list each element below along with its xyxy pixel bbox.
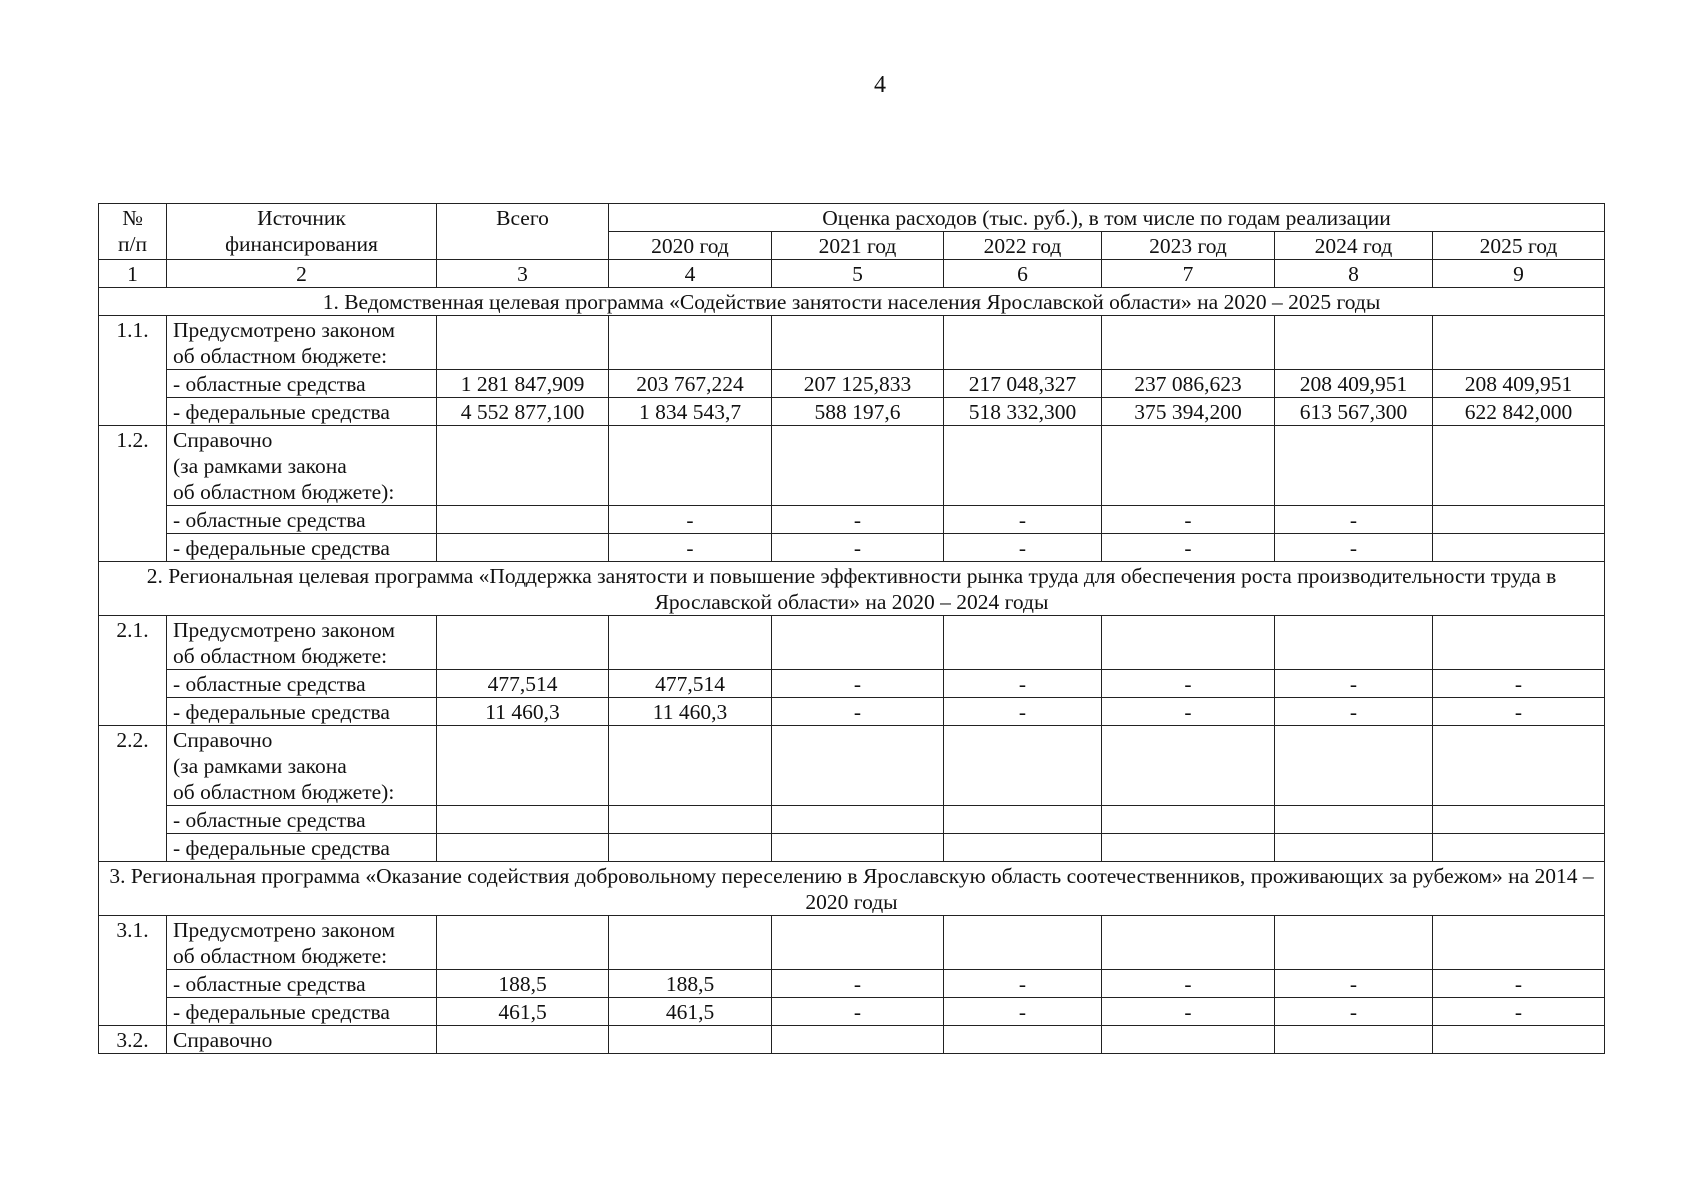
empty-cell [437, 426, 609, 506]
value-cell: - [772, 534, 944, 562]
empty-cell [772, 426, 944, 506]
row-number: 2.1. [99, 616, 167, 726]
value-cell: 588 197,6 [772, 398, 944, 426]
empty-cell [1102, 316, 1275, 370]
column-index: 9 [1433, 260, 1605, 288]
source-label: - федеральные средства [167, 698, 437, 726]
column-index: 4 [609, 260, 772, 288]
empty-cell [437, 316, 609, 370]
empty-cell [772, 726, 944, 806]
empty-cell [609, 316, 772, 370]
header-source: Источник финансирования [167, 204, 437, 260]
row-number: 2.2. [99, 726, 167, 862]
header-num: № п/п [99, 204, 167, 260]
regional-row [99, 370, 1605, 398]
header-year: 2025 год [1433, 232, 1605, 260]
empty-cell [437, 616, 609, 670]
federal-row [99, 398, 1605, 426]
value-cell: 208 409,951 [1433, 370, 1605, 398]
value-cell [772, 834, 944, 862]
empty-cell [1433, 726, 1605, 806]
empty-cell [1275, 316, 1433, 370]
value-cell: - [1433, 698, 1605, 726]
value-cell: - [772, 998, 944, 1026]
source-label: - областные средства [167, 806, 437, 834]
value-cell: - [1275, 698, 1433, 726]
value-cell: 11 460,3 [609, 698, 772, 726]
column-index: 1 [99, 260, 167, 288]
index-row [99, 260, 1605, 288]
value-cell: - [944, 698, 1102, 726]
empty-cell [437, 916, 609, 970]
value-cell [1433, 806, 1605, 834]
header-year: 2020 год [609, 232, 772, 260]
value-cell [437, 834, 609, 862]
empty-cell [1275, 426, 1433, 506]
value-cell [1433, 834, 1605, 862]
value-cell [944, 806, 1102, 834]
value-cell: 518 332,300 [944, 398, 1102, 426]
header-year: 2023 год [1102, 232, 1275, 260]
value-cell [609, 834, 772, 862]
value-cell: 1 281 847,909 [437, 370, 609, 398]
row-number: 3.2. [99, 1026, 167, 1054]
empty-cell [1102, 916, 1275, 970]
empty-cell [1433, 316, 1605, 370]
empty-cell [1433, 916, 1605, 970]
value-cell [437, 806, 609, 834]
source-label: Предусмотрено законом об областном бюджете: [167, 916, 437, 970]
row-number: 1.1. [99, 316, 167, 426]
value-cell: - [944, 534, 1102, 562]
source-label: Предусмотрено законом об областном бюджете: [167, 616, 437, 670]
column-index: 6 [944, 260, 1102, 288]
source-label: Справочно (за рамками закона об областном бюджете): [167, 726, 437, 806]
section-title-row [99, 562, 1605, 616]
value-cell: 461,5 [437, 998, 609, 1026]
value-cell: - [1102, 970, 1275, 998]
value-cell: - [609, 534, 772, 562]
value-cell: 208 409,951 [1275, 370, 1433, 398]
value-cell: 461,5 [609, 998, 772, 1026]
header-year: 2022 год [944, 232, 1102, 260]
empty-cell [1275, 1026, 1433, 1054]
value-cell: - [944, 970, 1102, 998]
source-label: Справочно (за рамками закона об областном бюджете): [167, 426, 437, 506]
value-cell [609, 806, 772, 834]
empty-cell [1102, 1026, 1275, 1054]
value-cell: - [1433, 998, 1605, 1026]
column-index: 2 [167, 260, 437, 288]
value-cell: - [1275, 998, 1433, 1026]
value-cell: 622 842,000 [1433, 398, 1605, 426]
budget-table [98, 203, 1605, 1054]
empty-cell [944, 916, 1102, 970]
value-cell: - [772, 506, 944, 534]
value-cell: - [1102, 998, 1275, 1026]
value-cell: 1 834 543,7 [609, 398, 772, 426]
empty-cell [1102, 726, 1275, 806]
source-label: - федеральные средства [167, 834, 437, 862]
source-label: - федеральные средства [167, 998, 437, 1026]
empty-cell [944, 426, 1102, 506]
value-cell: - [944, 506, 1102, 534]
provided-row [99, 916, 1605, 970]
empty-cell [1275, 616, 1433, 670]
empty-cell [609, 726, 772, 806]
provided-row [99, 616, 1605, 670]
value-cell: 11 460,3 [437, 698, 609, 726]
value-cell: - [1433, 670, 1605, 698]
value-cell: - [944, 670, 1102, 698]
value-cell: - [1102, 698, 1275, 726]
value-cell: - [1275, 970, 1433, 998]
column-index: 5 [772, 260, 944, 288]
header-year: 2021 год [772, 232, 944, 260]
empty-cell [1433, 426, 1605, 506]
value-cell: 188,5 [437, 970, 609, 998]
value-cell: - [609, 506, 772, 534]
header-estimate: Оценка расходов (тыс. руб.), в том числе по годам реализации [609, 204, 1605, 232]
value-cell: - [1275, 670, 1433, 698]
value-cell: 188,5 [609, 970, 772, 998]
value-cell: 477,514 [609, 670, 772, 698]
provided-row [99, 316, 1605, 370]
federal-row [99, 998, 1605, 1026]
section-title: 2. Региональная целевая программа «Поддержка занятости и повышение эффективности рынка труда для обеспечения роста производительности труда в Ярославской области» на 2020 – 2024 годы [99, 562, 1605, 616]
empty-cell [944, 726, 1102, 806]
value-cell [1102, 834, 1275, 862]
empty-cell [437, 1026, 609, 1054]
source-label: - федеральные средства [167, 534, 437, 562]
regional-row [99, 970, 1605, 998]
empty-cell [1433, 1026, 1605, 1054]
empty-cell [609, 426, 772, 506]
header-row [99, 204, 1605, 232]
value-cell: 237 086,623 [1102, 370, 1275, 398]
value-cell [1433, 506, 1605, 534]
header-total: Всего [437, 204, 609, 260]
source-label: - областные средства [167, 670, 437, 698]
value-cell: - [772, 970, 944, 998]
row-number: 3.1. [99, 916, 167, 1026]
value-cell [1275, 834, 1433, 862]
empty-cell [1275, 726, 1433, 806]
empty-cell [772, 316, 944, 370]
federal-row [99, 834, 1605, 862]
value-cell: - [772, 670, 944, 698]
source-label: Предусмотрено законом об областном бюджете: [167, 316, 437, 370]
federal-row [99, 698, 1605, 726]
section-title: 3. Региональная программа «Оказание содействия добровольному переселению в Ярославскую область соотечественников, проживающих за рубежом» на 2014 – 2020 годы [99, 862, 1605, 916]
column-index: 7 [1102, 260, 1275, 288]
value-cell: 375 394,200 [1102, 398, 1275, 426]
value-cell [1433, 534, 1605, 562]
value-cell [772, 806, 944, 834]
empty-cell [437, 726, 609, 806]
section-title-row [99, 862, 1605, 916]
source-label: - федеральные средства [167, 398, 437, 426]
empty-cell [609, 1026, 772, 1054]
empty-cell [1433, 616, 1605, 670]
value-cell: - [1433, 970, 1605, 998]
regional-row [99, 806, 1605, 834]
value-cell: 203 767,224 [609, 370, 772, 398]
reference-row [99, 726, 1605, 806]
empty-cell [1275, 916, 1433, 970]
value-cell [1102, 806, 1275, 834]
regional-row [99, 506, 1605, 534]
value-cell: 217 048,327 [944, 370, 1102, 398]
value-cell: 477,514 [437, 670, 609, 698]
value-cell: - [772, 698, 944, 726]
empty-cell [944, 1026, 1102, 1054]
value-cell: 207 125,833 [772, 370, 944, 398]
empty-cell [944, 316, 1102, 370]
page-number: 4 [874, 72, 886, 98]
empty-cell [1102, 616, 1275, 670]
value-cell: - [1275, 534, 1433, 562]
federal-row [99, 534, 1605, 562]
value-cell [437, 506, 609, 534]
value-cell: - [1102, 506, 1275, 534]
column-index: 3 [437, 260, 609, 288]
empty-cell [609, 916, 772, 970]
empty-cell [772, 1026, 944, 1054]
empty-cell [609, 616, 772, 670]
source-label: Справочно [167, 1026, 437, 1054]
value-cell: - [1102, 534, 1275, 562]
value-cell: 613 567,300 [1275, 398, 1433, 426]
header-year: 2024 год [1275, 232, 1433, 260]
row-number: 1.2. [99, 426, 167, 562]
value-cell: - [944, 998, 1102, 1026]
section-title: 1. Ведомственная целевая программа «Содействие занятости населения Ярославской области» на 2020 – 2025 годы [99, 288, 1605, 316]
column-index: 8 [1275, 260, 1433, 288]
value-cell: - [1102, 670, 1275, 698]
value-cell: - [1275, 506, 1433, 534]
reference-row [99, 426, 1605, 506]
empty-cell [1102, 426, 1275, 506]
reference-row [99, 1026, 1605, 1054]
value-cell [437, 534, 609, 562]
empty-cell [944, 616, 1102, 670]
value-cell [944, 834, 1102, 862]
source-label: - областные средства [167, 970, 437, 998]
section-title-row [99, 288, 1605, 316]
source-label: - областные средства [167, 370, 437, 398]
value-cell: 4 552 877,100 [437, 398, 609, 426]
value-cell [1275, 806, 1433, 834]
regional-row [99, 670, 1605, 698]
source-label: - областные средства [167, 506, 437, 534]
empty-cell [772, 916, 944, 970]
empty-cell [772, 616, 944, 670]
